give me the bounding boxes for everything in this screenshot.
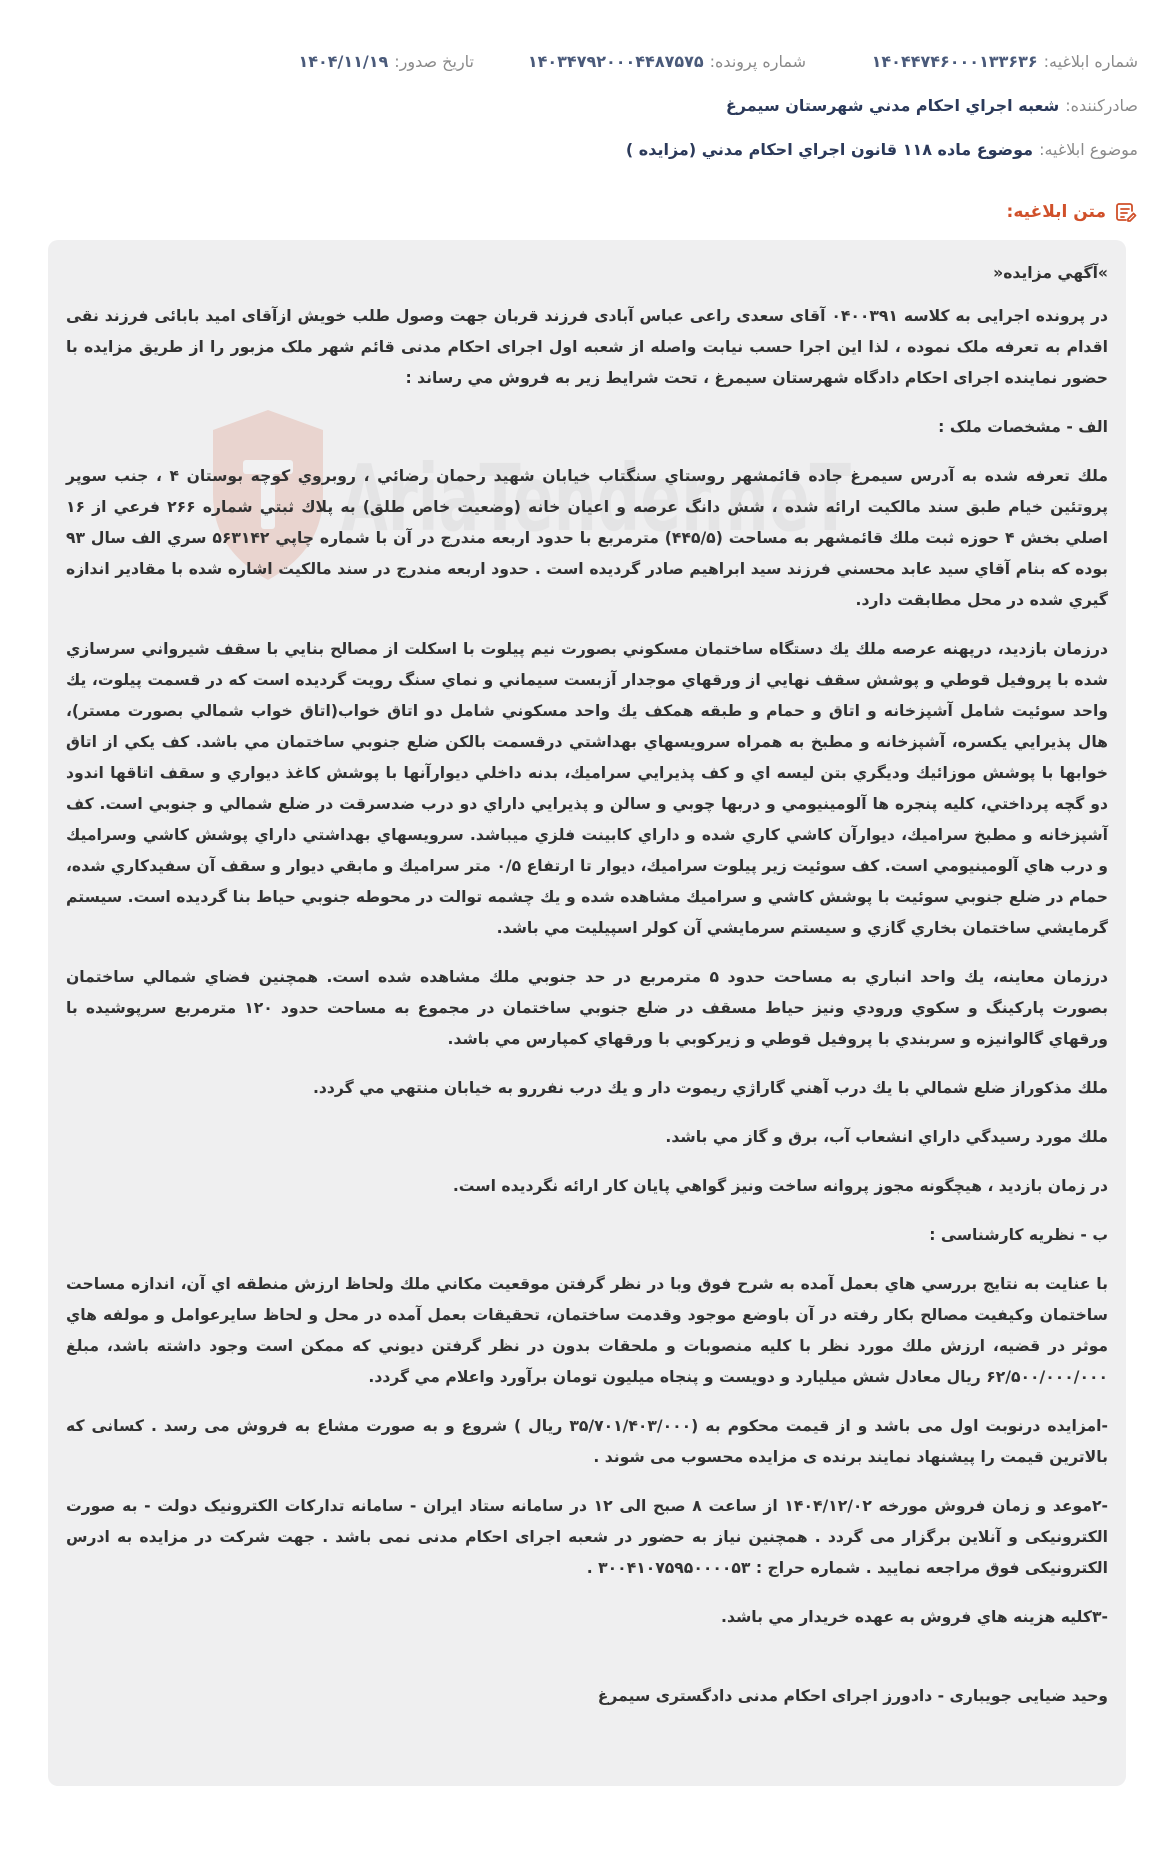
- notice-number: [806, 52, 1138, 71]
- notice-content-box: [48, 240, 1126, 1786]
- condition-3: -۳کليه هزينه هاي فروش به عهده خريدار مي باشد.: [721, 1608, 1108, 1626]
- issue-date-value: ۱۴۰۴/۱۱/۱۹: [298, 52, 389, 71]
- subject: [626, 140, 1138, 159]
- entrance-description: ملك مذكوراز ضلع شمالي با يك درب آهني گاراژي ريموت دار و يك درب نفررو به خيابان منتهي مي گردد.: [312, 1079, 1108, 1097]
- property-description: ملك تعرفه شده به آدرس سيمرغ جاده قائمشهر روستاي سنگتاب خيابان شهيد رحمان رضائي ، روبروي كوچه بوستان ۴ ، جنب سوپر پروتئين خيام طبق سند مالكيت ارائه شده ، شش دانگ عرصه و اعيان خانه (وضعيت خاص طلق) به پلاك ثبتي شماره ۲۶۶ فرعي از ۱۶ اصلي بخش ۴ حوزه ثبت ملك قائمشهر به مساحت (۴۴۵/۵) مترمربع با حدود اربعه مندرج در آن با شماره چاپي ۵۶۳۱۴۲ سري الف سال ۹۳ بوده كه بنام آقاي سيد عابد محسني فرزند سيد ابراهيم صادر گرديده است . حدود اربعه مندرج در سند مالكيت اشاره شده با مقادير اندازه گيري شده در محل مطابقت دارد.: [66, 467, 1109, 609]
- file-number-label: شماره پرونده:: [709, 52, 806, 71]
- condition-1: -امزايده درنوبت اول می باشد و از قيمت محکوم به (۳۵/۷۰۱/۴۰۳/۰۰۰ ريال ) شروع و به صورت مشاع به فروش می رسد . کسانی که بالاترين قيمت را پيشنهاد نمايند برنده ی مزايده محسوب می شوند .: [66, 1417, 1108, 1466]
- auction-title: »آگهي مزايده«: [993, 264, 1108, 282]
- property-specs-heading: الف - مشخصات ملک :: [938, 418, 1108, 436]
- signature-line: وحيد ضيايی جويباری - دادورز اجرای احکام مدنی دادگستری سيمرغ: [597, 1687, 1108, 1705]
- valuation-paragraph: با عنايت به نتايج بررسي هاي بعمل آمده به شرح فوق وبا در نظر گرفتن موقعيت مكاني ملك ولحاظ ارزش منطقه اي آن، اندازه مساحت ساختمان وكيفيت مصالح بكار رفته در آن باوضع موجود وقدمت ساختمان، تحقيقات بعمل آمده در محل و لحاظ سايرعوامل و مولفه هاي موثر در قضيه، ارزش ملك مورد نظر با كليه منصوبات و ملحقات بدون در نظر گرفتن ديوني كه ممكن است وجود داشته باشد، مبلغ ۶۲/۵۰۰/۰۰۰/۰۰۰ ريال معادل شش ميليارد و دويست و پنجاه ميليون تومان برآورد واعلام مي گردد.: [66, 1275, 1108, 1386]
- notice-number-label: شماره ابلاغیه:: [1043, 52, 1138, 71]
- utilities-description: ملك مورد رسيدگي داراي انشعاب آب، برق و گاز مي باشد.: [665, 1128, 1108, 1146]
- file-number: [474, 52, 806, 71]
- notice-number-value: ۱۴۰۴۴۷۴۶۰۰۰۱۳۳۶۳۶: [871, 52, 1038, 71]
- notice-text-heading-label: متن ابلاغیه:: [1006, 202, 1106, 222]
- notice-text-heading: [1007, 200, 1138, 224]
- document-edit-icon: [1114, 200, 1138, 224]
- notice-body: [66, 258, 1108, 1730]
- meta-row-ids: [60, 52, 1138, 86]
- meta-row-issuer: [60, 96, 1138, 130]
- building-description: درزمان بازديد، درپهنه عرصه ملك يك دستگاه ساختمان مسكوني بصورت نيم پيلوت با اسكلت از مصالح بنايي با سقف شيرواني سرسازي شده با پروفيل قوطي و پوشش سقف نهايي از ورقهاي موجدار آزبست سيماني و نماي سنگ رويت گرديده است كه در قسمت پيلوت، يك واحد سوئيت شامل آشپزخانه و اتاق و حمام و طبقه همكف يك واحد مسكوني شامل دو اتاق خواب(اتاق خواب شمالي بصورت مستر)، هال پذيرايي يكسره، آشپزخانه و مطبخ به همراه سرويسهاي بهداشتي درقسمت بالكن ضلع جنوبي ساختمان مي باشد. كف يكي از اتاق خوابها با پوشش موزائيك وديگري بتن ليسه اي و كف پذيرايي سراميك، بدنه داخلي ديوارآنها با پوشش كاغذ ديواري و سقف اتاقها اندود دو گچه پرداختي، كليه پنجره ها آلومينيومي و دربها چوبي و سالن و پذيرايي داراي دو درب ضدسرقت در ضلع شمالي و جنوبي است. كف آشپزخانه و مطبخ سراميك، ديوارآن كاشي كاري شده و داراي كابينت فلزي ميباشد. سرويسهاي بهداشتي داراي پوشش كاشي وسراميك و درب هاي آلومينيومي است. كف سوئيت زير پيلوت سراميك، ديوار تا ارتفاع ۰/۵ متر سراميك و مابقي ديوار و سقف آن سفيدكاري شده، حمام در ضلع جنوبي سوئيت با پوشش كاشي و سراميك مشاهده شده و يك چشمه توالت در محوطه جنوبي حياط بنا گرديده است. سيستم گرمايشي ساختمان بخاري گازي و سيستم سرمايشي آن كولر اسپيليت مي باشد.: [66, 640, 1108, 937]
- subject-value: موضوع ماده ۱۱۸ قانون اجراي احکام مدني (مزايده ): [625, 140, 1034, 159]
- issue-date-label: تاریخ صدور:: [394, 52, 474, 71]
- condition-2: -۲موعد و زمان فروش مورخه ۱۴۰۴/۱۲/۰۲ از ساعت ۸ صبح الی ۱۲ در سامانه ستاد ايران - سامانه تدارکات الکترونيک دولت - به صورت الکترونيکی و آنلاين برگزار می گردد . همچنين نياز به حضور در شعبه اجرای احکام مدنی نمی باشد . جهت شرکت در مزايده به ادرس الکترونيکی فوق مراجعه نماييد . شماره حراج : ۳۰۰۴۱۰۷۵۹۵۰۰۰۰۵۳ .: [66, 1497, 1108, 1577]
- meta-row-subject: [60, 140, 1138, 174]
- storage-parking-description: درزمان معاينه، يك واحد انباري به مساحت حدود ۵ مترمربع در حد جنوبي ملك مشاهده شده است. همچنين فضاي شمالي ساختمان بصورت پاركينگ و سكوي ورودي ونيز حياط مسقف در ضلع جنوبي ساختمان در مجموع به مساحت حدود ۱۲۰ مترمربع سرپوشيده با ورقهاي گالوانيزه و سربندي با پروفيل قوطي و زيركوبي با ورقهاي كمپارس مي باشد.: [66, 968, 1108, 1048]
- issuer-value: شعبه اجراي احکام مدني شهرستان سيمرغ: [725, 96, 1060, 115]
- notice-header: [60, 52, 1138, 174]
- watermark-text: AriaTender.neT: [341, 445, 852, 552]
- file-number-value: ۱۴۰۳۴۷۹۲۰۰۰۴۴۸۷۵۷۵: [527, 52, 704, 71]
- issuer: [726, 96, 1138, 115]
- expert-opinion-heading: ب - نظريه كارشناسی :: [929, 1226, 1108, 1244]
- intro-paragraph: در پرونده اجرایی به کلاسه ۰۴۰۰۳۹۱ آقای سعدی راعی عباس آبادی فرزند قربان جهت وصول طلب خويش ازآقای اميد بابائی فرزند نقی اقدام به تعرفه ملک نموده ، لذا اين اجرا حسب نيابت واصله از شعبه اول اجرای احکام مدنی قائم شهر ملک مزبور را از طريق مزايده با حضور نماينده اجرای احکام دادگاه شهرستان سيمرغ ، تحت شرايط زير به فروش مي رساند :: [66, 307, 1108, 387]
- issuer-label: صادرکننده:: [1065, 96, 1138, 115]
- issue-date: [298, 52, 474, 71]
- permit-description: در زمان بازديد ، هيچگونه مجوز پروانه ساخت ونيز گواهي پايان كار ارائه نگرديده است.: [452, 1177, 1108, 1195]
- subject-label: موضوع ابلاغیه:: [1039, 140, 1138, 159]
